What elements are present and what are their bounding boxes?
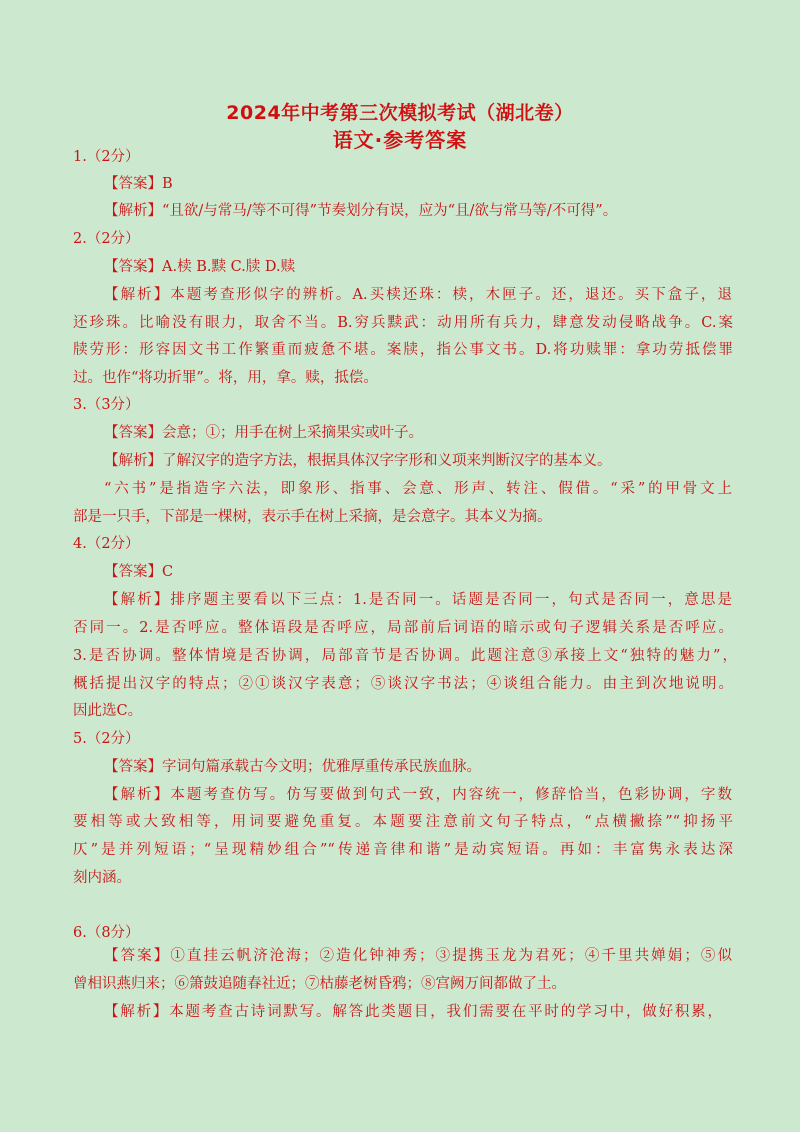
- question-5-heading: 5.（2分）: [73, 731, 140, 747]
- page-subtitle: 语文·参考答案: [332, 128, 468, 152]
- question-3-answer: 【答案】会意；①；用手在树上采摘果实或叶子。: [104, 425, 423, 441]
- question-1-answer: 【答案】B: [104, 176, 173, 192]
- question-2-analysis-line: 还珍珠。比喻没有眼力，取舍不当。B.穷兵黩武：动用所有兵力，肆意发动侵略战争。C.案: [73, 315, 733, 331]
- question-3-heading: 3.（3分）: [73, 397, 140, 413]
- question-4-analysis-line: 概括提出汉字的特点；②①谈汉字表意；⑤谈汉字书法；④谈组合能力。由主到次地说明。: [73, 676, 733, 692]
- question-2-analysis-line: 牍劳形：形容因文书工作繁重而疲惫不堪。案牍，指公事文书。D.将功赎罪：拿功劳抵偿罪: [73, 342, 733, 358]
- question-6-answer-line: 【答案】①直挂云帆济沧海；②造化钟神秀；③提携玉龙为君死；④千里共婵娟；⑤似: [104, 948, 732, 964]
- question-1-heading: 1.（2分）: [73, 149, 140, 165]
- question-2-heading: 2.（2分）: [73, 231, 140, 247]
- question-4-analysis-line: 否同一。2.是否呼应。整体语段是否呼应，局部前后词语的暗示或句子逻辑关系是否呼应。: [73, 620, 733, 636]
- question-5-analysis-line: 刻内涵。: [73, 870, 131, 886]
- question-4-analysis-line: 【解析】排序题主要看以下三点：1.是否同一。话题是否同一，句式是否同一，意思是: [104, 592, 732, 608]
- question-6-heading: 6.（8分）: [73, 925, 140, 941]
- question-2-analysis-line: 过。也作“将功折罪”。将，用，拿。赎，抵偿。: [73, 370, 378, 386]
- page-title: 2024年中考第三次模拟考试（湖北卷）: [226, 102, 574, 124]
- question-3-analysis-line: “六书”是指造字六法，即象形、指事、会意、形声、转注、假借。“采”的甲骨文上: [104, 481, 732, 497]
- question-2-analysis-line: 【解析】本题考查形似字的辨析。A.买椟还珠：椟，木匣子。还，退还。买下盒子，退: [104, 287, 732, 303]
- question-6-answer-line: 曾相识燕归来；⑥箫鼓追随春社近；⑦枯藤老树昏鸦；⑧宫阙万间都做了土。: [73, 976, 566, 992]
- question-4-analysis-line: 3.是否协调。整体情境是否协调，局部音节是否协调。此题注意③承接上文“独特的魅力”，: [73, 648, 737, 664]
- question-6-analysis-line: 【解析】本题考查古诗词默写。解答此类题目，我们需要在平时的学习中，做好积累，: [104, 1004, 722, 1020]
- question-5-answer: 【答案】字词句篇承载古今文明；优雅厚重传承民族血脉。: [104, 759, 481, 775]
- question-5-analysis-line: 要相等或大致相等，用词要避免重复。本题要注意前文句子特点，“点横撇捺”“抑扬平: [73, 814, 733, 830]
- question-3-analysis-line: 【解析】了解汉字的造字方法，根据具体汉字字形和义项来判断汉字的基本义。: [104, 453, 612, 469]
- question-5-analysis-line: 【解析】本题考查仿写。仿写要做到句式一致，内容统一，修辞恰当，色彩协调，字数: [104, 787, 732, 803]
- question-4-analysis-line: 因此选C。: [73, 703, 143, 719]
- question-2-answer: 【答案】A.椟 B.黩 C.牍 D.赎: [104, 259, 296, 275]
- question-5-analysis-line: 仄”是并列短语；“呈现精妙组合”“传递音律和谐”是动宾短语。再如：丰富隽永表达深: [73, 842, 733, 858]
- question-3-analysis-line: 部是一只手，下部是一棵树，表示手在树上采摘，是会意字。其本义为摘。: [73, 509, 552, 525]
- question-1-analysis: 【解析】“且欲/与常马/等不可得”节奏划分有误，应为“且/欲与常马等/不可得”。: [104, 203, 618, 219]
- question-4-answer: 【答案】C: [104, 564, 174, 580]
- question-4-heading: 4.（2分）: [73, 536, 140, 552]
